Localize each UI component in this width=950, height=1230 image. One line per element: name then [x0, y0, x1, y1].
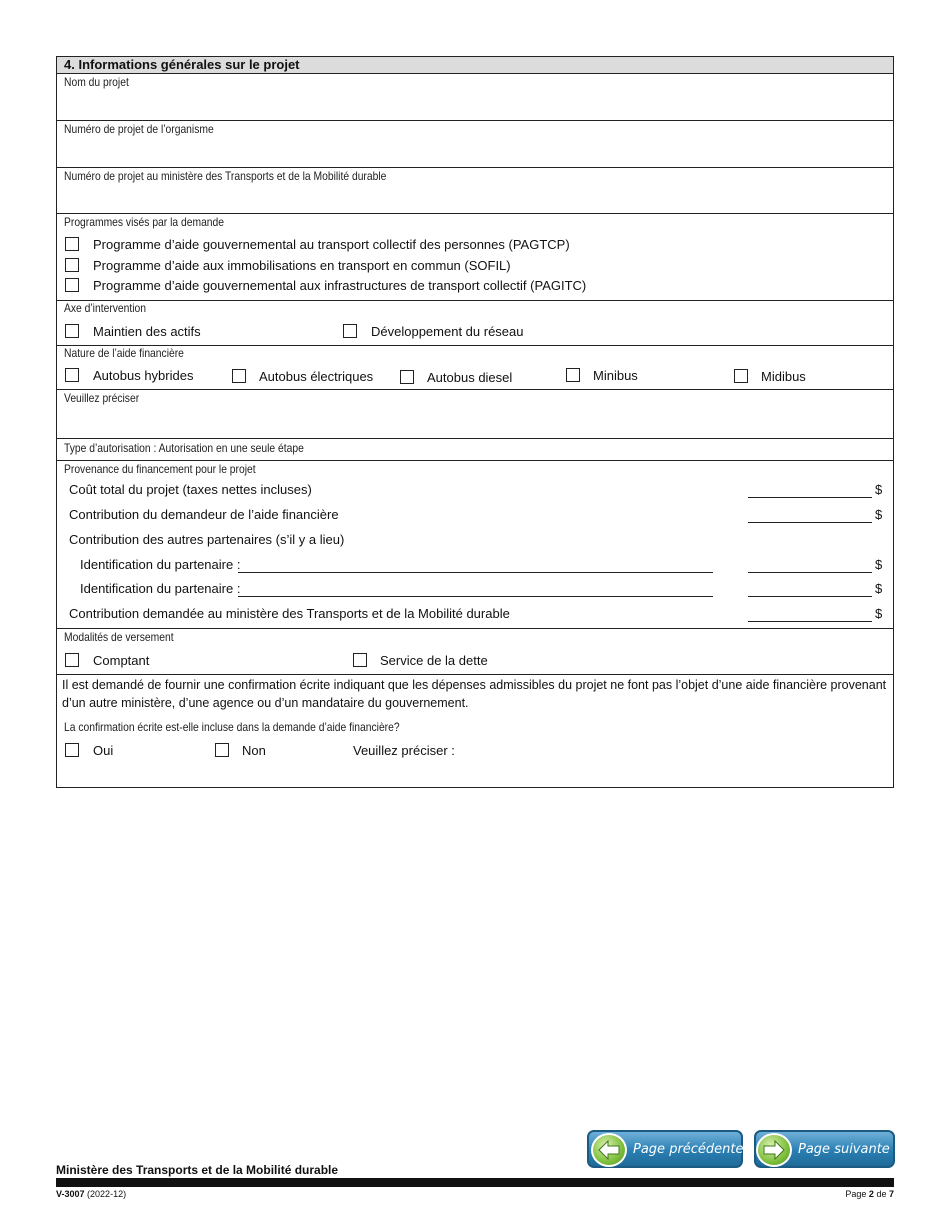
- applicant-contribution-currency: $: [875, 507, 883, 522]
- program-pagtcp-label: Programme d’aide gouvernemental au transport collectif des personnes (PAGTCP): [93, 237, 570, 252]
- program-pagitc-checkbox[interactable]: [65, 278, 79, 292]
- section-title: 4. Informations générales sur le projet: [57, 57, 893, 74]
- aid-midibus-label: Midibus: [761, 369, 806, 384]
- aid-diesel-label: Autobus diesel: [427, 370, 513, 385]
- partner-2-currency: $: [875, 581, 883, 596]
- partner-id-1-label: Identification du partenaire :: [80, 557, 241, 572]
- confirmation-group: [57, 675, 893, 787]
- total-cost-label: Coût total du projet (taxes nettes incluses): [69, 482, 312, 497]
- funding-label: Provenance du financement pour le projet: [64, 462, 256, 476]
- applicant-contribution-label: Contribution du demandeur de l’aide financière: [69, 507, 339, 522]
- project-name-field[interactable]: [57, 74, 893, 121]
- aid-midibus-checkbox[interactable]: [734, 369, 748, 383]
- confirmation-specify-label: Veuillez préciser :: [353, 743, 455, 758]
- program-sofil-checkbox[interactable]: [65, 258, 79, 272]
- partner-1-currency: $: [875, 557, 883, 572]
- confirmation-question: La confirmation écrite est-elle incluse dans la demande d’aide financière?: [64, 720, 400, 734]
- payment-debt-service-label: Service de la dette: [380, 653, 488, 668]
- ministry-project-number-label: Numéro de projet au ministère des Transports et de la Mobilité durable: [64, 169, 387, 183]
- arrow-left-icon: [591, 1133, 627, 1167]
- confirmation-statement: Il est demandé de fournir une confirmation écrite indiquant que les dépenses admissibles du projet ne font pas l’objet d’une aide financière provenant: [62, 678, 887, 692]
- aid-minibus-checkbox[interactable]: [566, 368, 580, 382]
- next-page-button[interactable]: [754, 1130, 895, 1168]
- footer-divider: [56, 1178, 894, 1187]
- authorization-row: [57, 439, 893, 461]
- payment-label: Modalités de versement: [64, 630, 174, 644]
- ministry-contribution-currency: $: [875, 606, 883, 621]
- aid-hybrid-label: Autobus hybrides: [93, 368, 194, 383]
- axis-group: [57, 301, 893, 346]
- confirmation-yes-checkbox[interactable]: [65, 743, 79, 757]
- aid-electric-label: Autobus électriques: [259, 369, 374, 384]
- aid-hybrid-checkbox[interactable]: [65, 368, 79, 382]
- aid-minibus-label: Minibus: [593, 368, 638, 383]
- partner-id-2-label: Identification du partenaire :: [80, 581, 241, 596]
- payment-group: [57, 629, 893, 675]
- programs-group: [57, 214, 893, 301]
- payment-cash-label: Comptant: [93, 653, 150, 668]
- page-total: 7: [888, 1189, 894, 1199]
- aid-electric-checkbox[interactable]: [232, 369, 246, 383]
- total-cost-currency: $: [875, 482, 883, 497]
- partner-1-amount-input[interactable]: [748, 572, 872, 573]
- previous-page-button[interactable]: [587, 1130, 743, 1168]
- authorization-label: Type d’autorisation : Autorisation en une seule étape: [64, 441, 304, 455]
- page-sep: de: [876, 1189, 887, 1199]
- applicant-contribution-input[interactable]: [748, 522, 872, 523]
- project-name-label: Nom du projet: [64, 75, 129, 89]
- page-prefix: Page: [845, 1189, 867, 1199]
- ministry-contribution-input[interactable]: [748, 621, 872, 622]
- specify-field[interactable]: [57, 390, 893, 439]
- ministry-contribution-label: Contribution demandée au ministère des Transports et de la Mobilité durable: [69, 606, 510, 621]
- form-code: [56, 1189, 126, 1199]
- confirmation-statement-2: d’un autre ministère, d’une agence ou d’un mandataire du gouvernement.: [62, 696, 469, 710]
- page-current: 2: [868, 1189, 874, 1199]
- axis-maintenance-checkbox[interactable]: [65, 324, 79, 338]
- aid-diesel-checkbox[interactable]: [400, 370, 414, 384]
- axis-maintenance-label: Maintien des actifs: [93, 324, 201, 339]
- other-partners-label: Contribution des autres partenaires (s’il y a lieu): [69, 532, 345, 547]
- funding-group: [57, 461, 893, 629]
- arrow-right-icon: [756, 1133, 792, 1167]
- aid-nature-group: [57, 346, 893, 390]
- confirmation-no-label: Non: [242, 743, 266, 758]
- org-project-number-label: Numéro de projet de l’organisme: [64, 122, 214, 136]
- total-cost-input[interactable]: [748, 497, 872, 498]
- partner-2-amount-input[interactable]: [748, 596, 872, 597]
- next-page-label: Page suivante: [798, 1142, 890, 1157]
- partner-id-2-input[interactable]: [238, 596, 713, 597]
- programs-label: Programmes visés par la demande: [64, 215, 225, 229]
- org-project-number-field[interactable]: [57, 121, 893, 168]
- footer-organization: Ministère des Transports et de la Mobilité durable: [56, 1163, 339, 1177]
- program-pagtcp-checkbox[interactable]: [65, 237, 79, 251]
- confirmation-no-checkbox[interactable]: [215, 743, 229, 757]
- payment-cash-checkbox[interactable]: [65, 653, 79, 667]
- program-sofil-label: Programme d’aide aux immobilisations en transport en commun (SOFIL): [93, 258, 511, 273]
- program-pagitc-label: Programme d’aide gouvernemental aux infrastructures de transport collectif (PAGITC): [93, 278, 587, 293]
- specify-label: Veuillez préciser: [64, 391, 140, 405]
- axis-development-label: Développement du réseau: [371, 324, 524, 339]
- axis-label: Axe d’intervention: [64, 301, 147, 315]
- confirmation-yes-label: Oui: [93, 743, 114, 758]
- previous-page-label: Page précédente: [633, 1142, 744, 1157]
- page-indicator: [845, 1189, 894, 1199]
- form-code-number: V-3007: [56, 1189, 85, 1199]
- axis-development-checkbox[interactable]: [343, 324, 357, 338]
- payment-debt-service-checkbox[interactable]: [353, 653, 367, 667]
- form-code-date: (2022-12): [87, 1189, 127, 1199]
- partner-id-1-input[interactable]: [238, 572, 713, 573]
- aid-nature-label: Nature de l’aide financière: [64, 346, 184, 360]
- general-info-section: [56, 56, 894, 788]
- ministry-project-number-field[interactable]: [57, 168, 893, 214]
